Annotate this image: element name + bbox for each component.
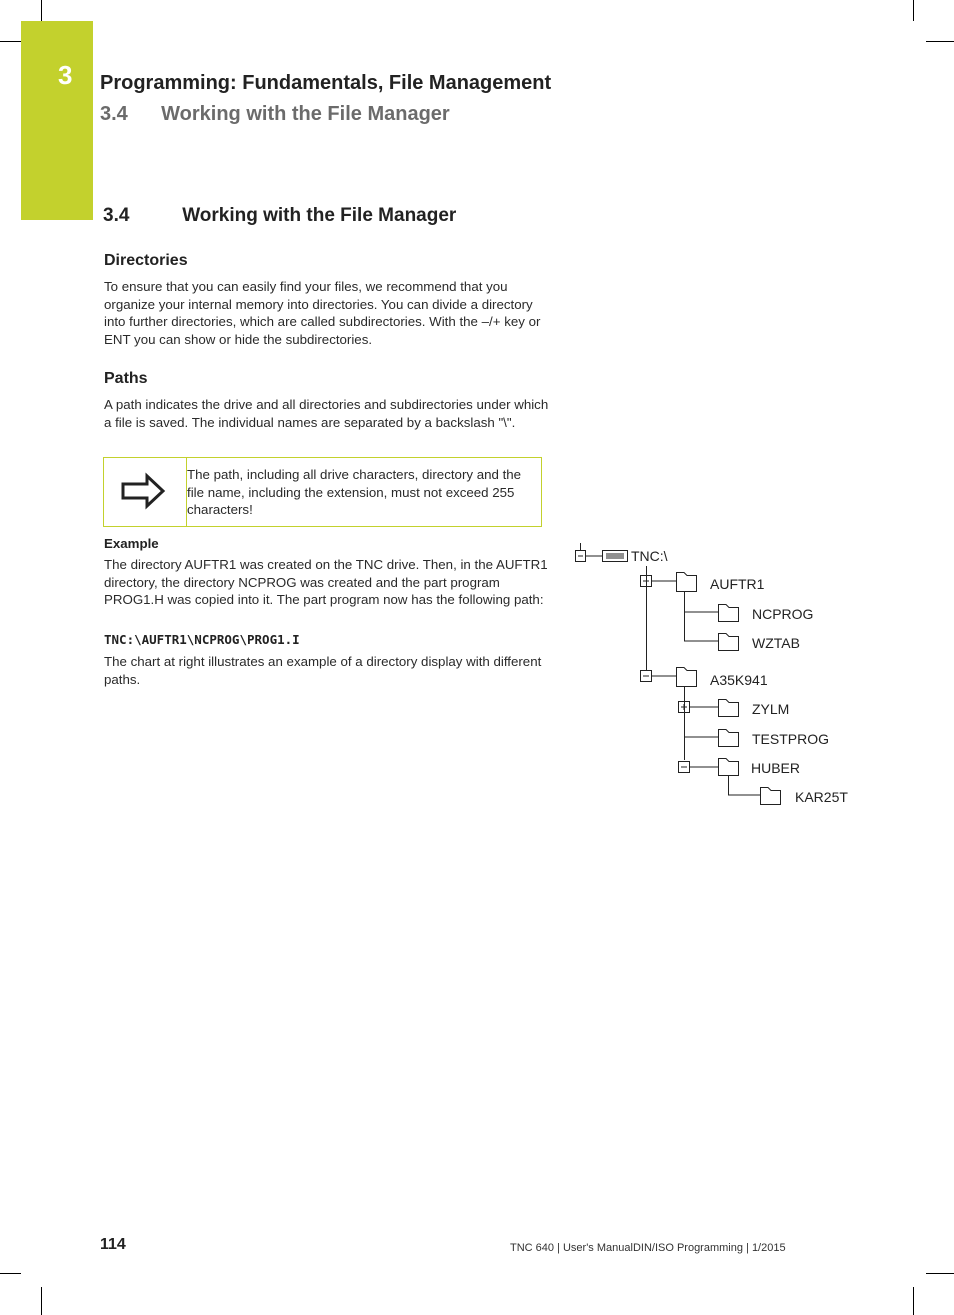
folder-icon bbox=[719, 759, 739, 776]
paths-text: A path indicates the drive and all directories and subdirectories under which a file is saved. The individual names are separated by a backslash "\". bbox=[104, 397, 549, 430]
tree-root-label: TNC:\ bbox=[631, 548, 668, 564]
tree-node-label: ZYLM bbox=[752, 701, 790, 717]
directories-text: To ensure that you can easily find your files, we recommend that you organize your internal memory into directories. You can divide a directory into further directories, which are called subdirectories. With the –/+ key or ENT you can show or hide the subdirectories. bbox=[104, 279, 541, 347]
folder-icon bbox=[761, 788, 781, 805]
tree-node-label: NCPROG bbox=[752, 606, 814, 622]
tree-node-label: AUFTR1 bbox=[710, 576, 765, 592]
tree-node-label: WZTAB bbox=[752, 635, 800, 651]
footer-text: TNC 640 | User's ManualDIN/ISO Programming | 1/2015 bbox=[510, 1242, 786, 1254]
folder-icon bbox=[719, 605, 739, 622]
chart-description: The chart at right illustrates an example of a directory display with different paths. bbox=[104, 654, 542, 687]
folder-icon bbox=[677, 573, 697, 592]
folder-icon bbox=[719, 700, 739, 717]
note-text: The path, including all drive characters, directory and the file name, including the extension, must not exceed 255 characters! bbox=[187, 467, 522, 517]
directories-heading: Directories bbox=[104, 252, 188, 269]
folder-icon bbox=[677, 668, 697, 687]
tree-node-label: TESTPROG bbox=[752, 731, 830, 747]
chapter-subtitle: 3.4 Working with the File Manager bbox=[100, 103, 450, 125]
chapter-number: 3 bbox=[58, 60, 73, 90]
folder-icon bbox=[719, 634, 739, 651]
tree-node-label: HUBER bbox=[751, 760, 801, 776]
chapter-title: Programming: Fundamentals, File Management bbox=[100, 72, 552, 94]
example-path: TNC:\AUFTR1\NCPROG\PROG1.I bbox=[104, 632, 300, 647]
tree-node-label: A35K941 bbox=[710, 672, 768, 688]
page-number: 114 bbox=[100, 1236, 126, 1253]
example-label: Example bbox=[104, 536, 159, 551]
paths-heading: Paths bbox=[104, 370, 148, 387]
tree-node-label: KAR25T bbox=[795, 789, 848, 805]
section-title: 3.4 Working with the File Manager bbox=[103, 205, 457, 226]
folder-icon bbox=[719, 730, 739, 747]
example-text: The directory AUFTR1 was created on the TNC drive. Then, in the AUFTR1 directory, the directory NCPROG was created and the part program PROG1.H was copied into it. The part program now has the following path: bbox=[104, 557, 548, 607]
